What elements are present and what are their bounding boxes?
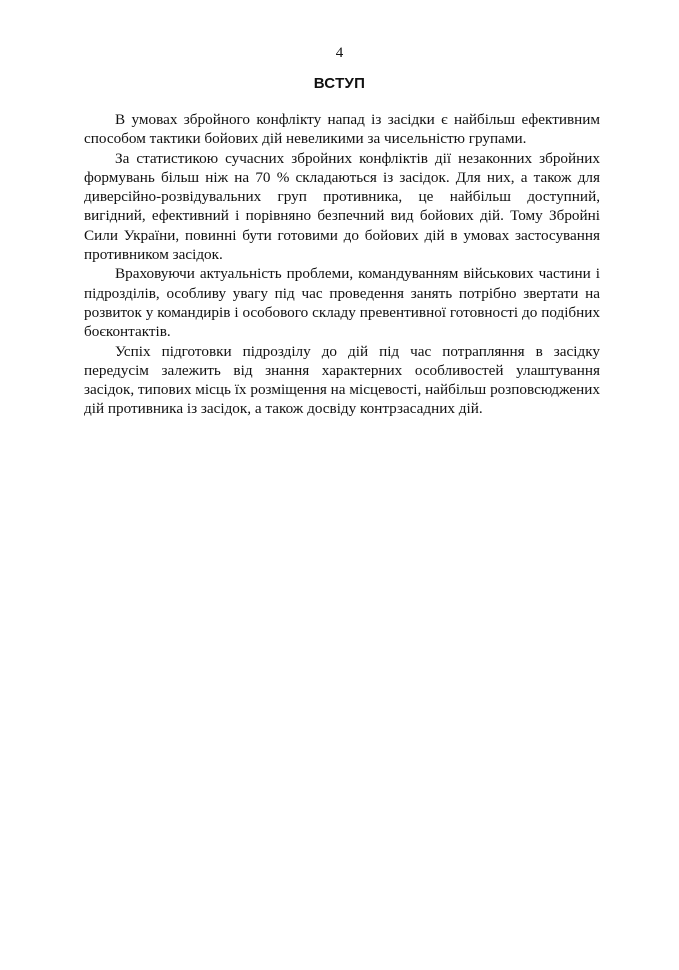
paragraph: Успіх підготовки підрозділу до дій під час потрапляння в засідку передусім залежить від знання характерних особливостей улаштування засідок, типових місць їх розміщення на місцевості, найбільш розповсюджених дій противника із засідок, а також досвіду контрзасадних дій. — [84, 342, 600, 418]
paragraph: За статистикою сучасних збройних конфліктів дії незаконних збройних формувань більш ніж на 70 % складаються із засідок. Для них, а також для диверсійно-розвідувальних груп противника, це найбільш доступний, вигідний, ефективний і порівняно безпечний вид бойових дій. Тому Збройні Сили України, повинні бути готовими до бойових дій в умовах застосування противником засідок. — [84, 149, 600, 264]
page-number: 4 — [335, 45, 344, 61]
paragraph: В умовах збройного конфлікту напад із засідки є найбільш ефективним способом тактики бойових дій невеликими за чисельністю групами. — [84, 111, 600, 148]
body-text — [84, 110, 600, 419]
paragraph: Враховуючи актуальність проблеми, командуванням військових частини і підрозділів, особливу увагу під час проведення занять потрібно звертати на розвиток у командирів і особового складу превентивної готовності до подібних боєконтактів. — [84, 265, 600, 341]
section-heading: ВСТУП — [313, 75, 366, 92]
